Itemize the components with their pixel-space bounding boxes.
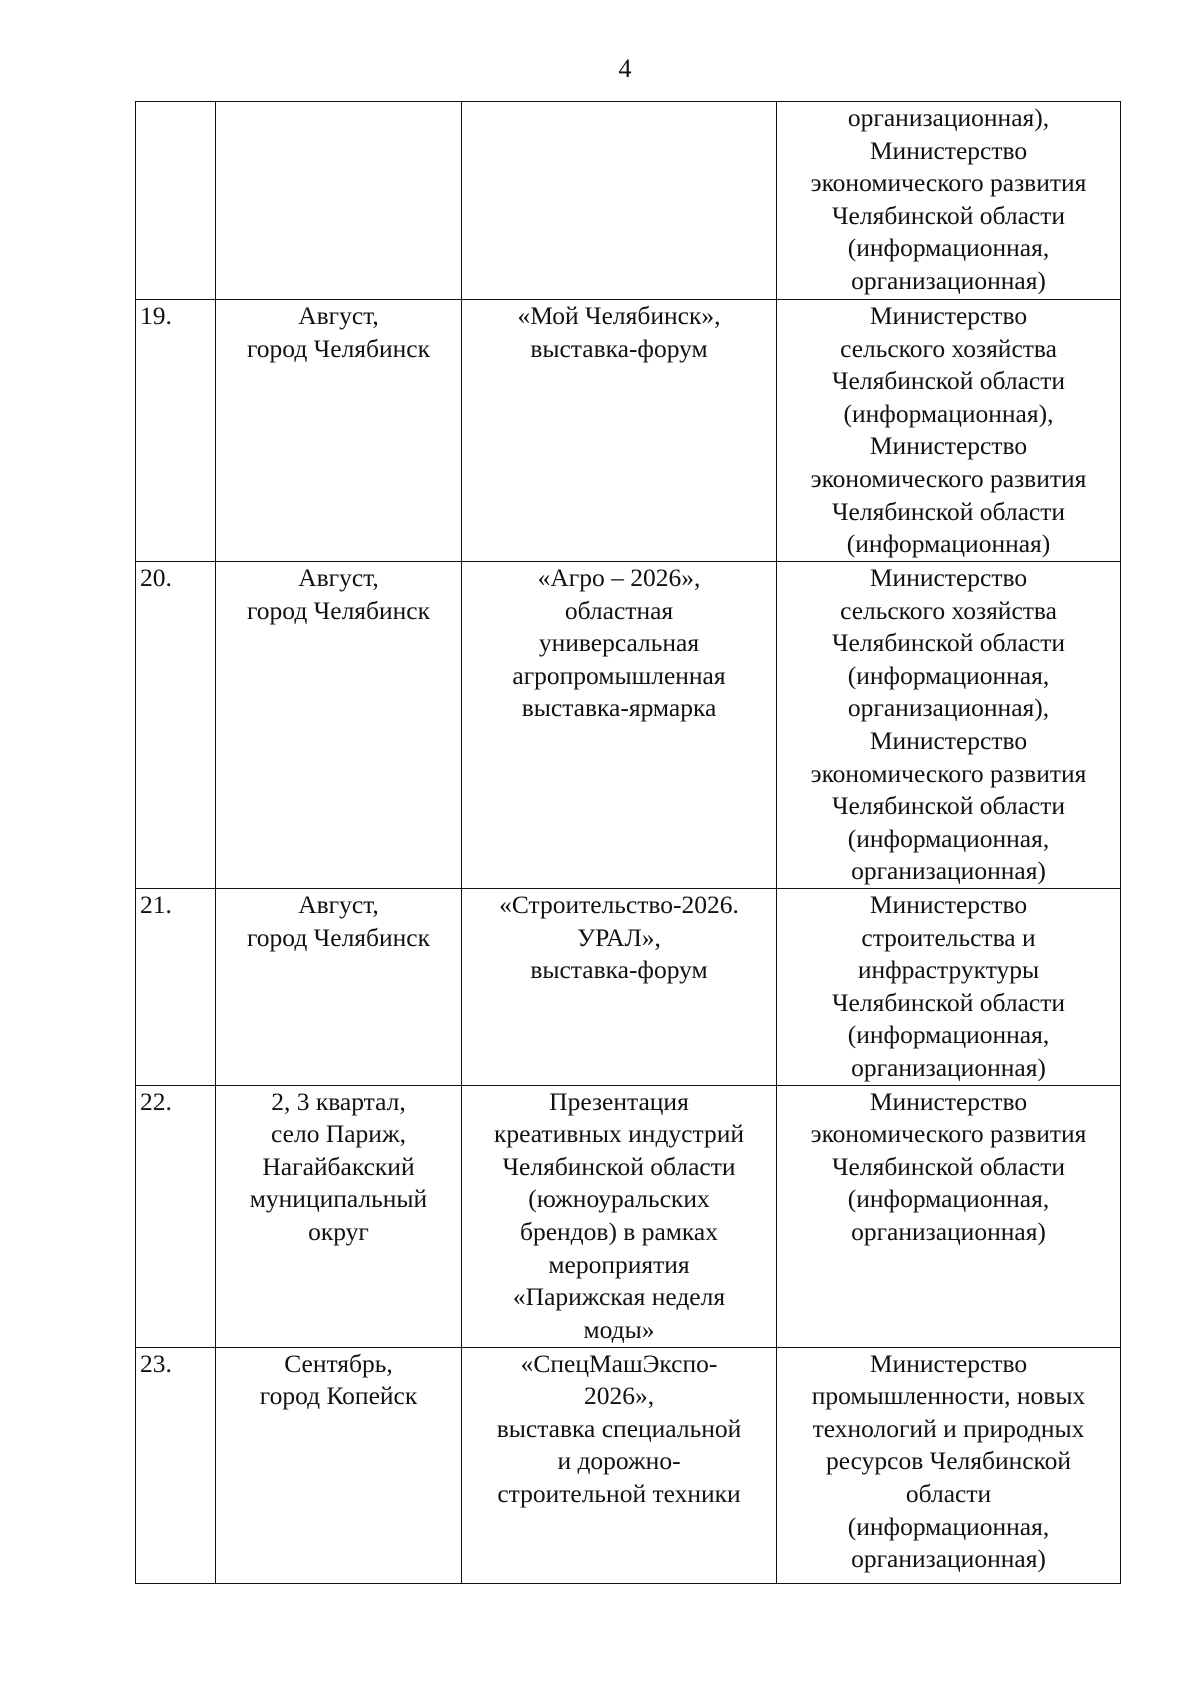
- events-table-body: [136, 102, 1121, 1584]
- cell-text-line: «Парижская неделя: [512, 1282, 726, 1312]
- cell-text-line: Министерство: [869, 1348, 1028, 1378]
- cell-text-line: 2, 3 квартал,: [271, 1086, 406, 1116]
- cell-text-line: Министерство: [869, 890, 1028, 919]
- cell-text-line: инфраструктуры: [857, 955, 1040, 985]
- responsible-cell: [777, 889, 1121, 1086]
- cell-text-line: город Челябинск: [246, 922, 430, 952]
- cell-text-line: Презентация: [549, 1086, 689, 1116]
- date-place-cell: [216, 1085, 462, 1347]
- cell-text-line: 2026»,: [583, 1381, 655, 1411]
- event-name-cell: [462, 102, 777, 300]
- cell-text-line: технологий и природных: [812, 1413, 1085, 1443]
- cell-text-line: экономического развития: [810, 168, 1087, 198]
- cell-text-line: (информационная,: [847, 823, 1050, 853]
- cell-text-line: (информационная,: [847, 660, 1050, 690]
- cell-text-line: муниципальный: [249, 1184, 428, 1214]
- cell-text-line: организационная): [851, 265, 1046, 295]
- cell-text-line: брендов) в рамках: [519, 1216, 718, 1246]
- cell-text-line: экономического развития: [810, 463, 1087, 493]
- cell-text-line: УРАЛ»,: [577, 922, 661, 952]
- cell-text-line: организационная): [851, 1052, 1046, 1082]
- cell-text-line: области: [905, 1478, 992, 1508]
- cell-text-line: экономического развития: [810, 758, 1087, 788]
- cell-text-line: Челябинской области: [831, 1151, 1066, 1181]
- table-row: [136, 102, 1121, 300]
- cell-text-line: экономического развития: [810, 1119, 1087, 1149]
- page-number: 4: [618, 54, 632, 83]
- cell-text-line: город Копейск: [259, 1381, 418, 1411]
- cell-text-line: Челябинской области: [831, 628, 1066, 658]
- cell-text-line: Челябинской области: [502, 1151, 736, 1181]
- responsible-cell: [777, 102, 1121, 300]
- responsible-cell: [777, 562, 1121, 889]
- cell-text-line: организационная): [851, 1216, 1046, 1246]
- cell-text-line: город Челябинск: [246, 595, 430, 625]
- cell-text-line: строительства и: [861, 922, 1036, 952]
- cell-text-line: сельского хозяйства: [840, 333, 1057, 363]
- row-number-cell: 20.: [136, 562, 216, 889]
- table-row: [136, 889, 1121, 1086]
- date-place-cell: [216, 300, 462, 562]
- event-name-cell: [462, 562, 777, 889]
- cell-text-line: (информационная,: [847, 1020, 1050, 1050]
- cell-text-line: ресурсов Челябинской: [825, 1446, 1072, 1476]
- cell-text-line: выставка-форум: [530, 955, 708, 985]
- cell-text-line: Нагайбакский: [262, 1151, 415, 1181]
- cell-text-line: мероприятия: [548, 1249, 690, 1279]
- cell-text-line: промышленности, новых: [811, 1381, 1086, 1411]
- event-name-cell: [462, 1347, 777, 1583]
- cell-text-line: «Агро – 2026»,: [537, 563, 701, 592]
- row-number-cell: 22.: [136, 1085, 216, 1347]
- cell-text-line: агропромышленная: [512, 660, 726, 690]
- cell-text-line: и дорожно-: [557, 1446, 681, 1476]
- responsible-cell: [777, 1347, 1121, 1583]
- cell-text-line: город Челябинск: [246, 333, 430, 363]
- table-row: [136, 1347, 1121, 1583]
- cell-text-line: сельского хозяйства: [840, 595, 1057, 625]
- cell-text-line: областная: [564, 595, 674, 625]
- event-name-cell: [462, 300, 777, 562]
- cell-text-line: организационная): [851, 1544, 1046, 1574]
- cell-text-line: «Мой Челябинск»,: [517, 301, 721, 330]
- cell-text-line: организационная),: [847, 693, 1050, 723]
- cell-text-line: (информационная),: [843, 398, 1054, 428]
- date-place-cell: [216, 889, 462, 1086]
- row-number-cell: 21.: [136, 889, 216, 1086]
- cell-text-line: Министерство: [869, 135, 1028, 165]
- table-row: [136, 1085, 1121, 1347]
- cell-text-line: Челябинской области: [831, 496, 1066, 526]
- row-number-cell: 23.: [136, 1347, 216, 1583]
- cell-text-line: (информационная,: [847, 1511, 1050, 1541]
- cell-text-line: Август,: [298, 563, 379, 592]
- cell-text-line: «Строительство-2026.: [499, 890, 739, 919]
- cell-text-line: (информационная,: [847, 1184, 1050, 1214]
- events-table: [135, 101, 1121, 1584]
- cell-text-line: Август,: [298, 301, 379, 330]
- cell-text-line: Челябинской области: [831, 791, 1066, 821]
- cell-text-line: Сентябрь,: [284, 1348, 393, 1378]
- cell-text-line: организационная): [851, 856, 1046, 886]
- row-number-cell: [136, 102, 216, 300]
- cell-text-line: Министерство: [869, 431, 1028, 461]
- responsible-cell: [777, 1085, 1121, 1347]
- cell-text-line: выставка-ярмарка: [521, 693, 717, 723]
- cell-text-line: село Париж,: [271, 1119, 406, 1149]
- cell-text-line: моды»: [583, 1314, 655, 1344]
- cell-text-line: строительной техники: [497, 1478, 741, 1508]
- cell-text-line: Министерство: [869, 563, 1028, 592]
- table-row: [136, 300, 1121, 562]
- cell-text-line: Челябинской области: [831, 366, 1066, 396]
- date-place-cell: [216, 1347, 462, 1583]
- cell-text-line: (информационная): [846, 529, 1051, 559]
- cell-text-line: Челябинской области: [831, 200, 1066, 230]
- cell-text-line: универсальная: [538, 628, 700, 658]
- date-place-cell: [216, 562, 462, 889]
- event-name-cell: [462, 1085, 777, 1347]
- cell-text-line: Министерство: [869, 725, 1028, 755]
- cell-text-line: выставка-форум: [530, 333, 708, 363]
- responsible-cell: [777, 300, 1121, 562]
- event-name-cell: [462, 889, 777, 1086]
- cell-text-line: Август,: [298, 890, 379, 919]
- cell-text-line: Министерство: [869, 1086, 1028, 1116]
- cell-text-line: креативных индустрий: [494, 1119, 744, 1149]
- cell-text-line: (южноуральских: [528, 1184, 710, 1214]
- row-number-cell: 19.: [136, 300, 216, 562]
- cell-text-line: «СпецМашЭкспо-: [520, 1348, 718, 1378]
- cell-text-line: округ: [308, 1216, 369, 1246]
- cell-text-line: Челябинской области: [831, 987, 1066, 1017]
- table-row: [136, 562, 1121, 889]
- cell-text-line: организационная),: [847, 103, 1050, 132]
- date-place-cell: [216, 102, 462, 300]
- cell-text-line: Министерство: [869, 301, 1028, 330]
- cell-text-line: (информационная,: [847, 233, 1050, 263]
- cell-text-line: выставка специальной: [496, 1413, 742, 1443]
